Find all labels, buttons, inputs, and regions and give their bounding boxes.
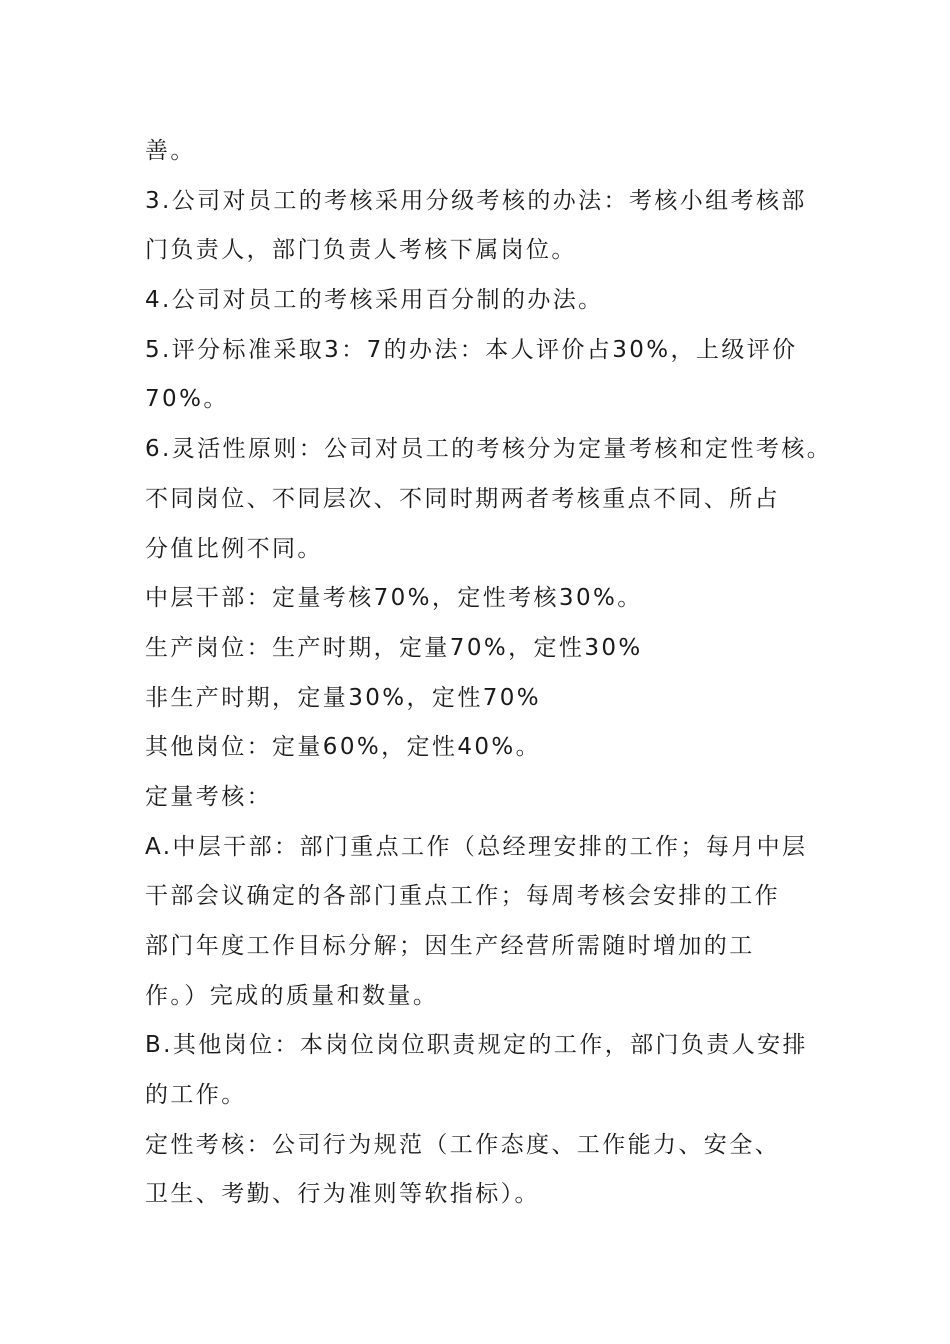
text-line: 门负责人，部门负责人考核下属岗位。	[145, 237, 577, 264]
text-line: 作。）完成的质量和数量。	[145, 982, 439, 1009]
text-line: 部门年度工作目标分解；因生产经营所需随时增加的工	[145, 933, 755, 959]
text-line: 非生产时期，定量30%，定性70%	[145, 684, 542, 711]
text-line: 6.灵活性原则：公司对员工的考核分为定量考核和定性考核。	[145, 436, 833, 463]
text-line: 卫生、考勤、行为准则等软指标）。	[145, 1181, 540, 1208]
text-line: A.中层干部：部门重点工作（总经理安排的工作；每月中层	[145, 833, 808, 860]
section-heading: 定量考核：	[145, 783, 272, 810]
text-line: B.其他岗位：本岗位岗位职责规定的工作，部门负责人安排	[145, 1032, 808, 1059]
text-line: 善。	[145, 138, 196, 164]
text-line: 5.评分标准采取3：7的办法：本人评价占30%，上级评价	[145, 336, 798, 363]
text-line: 4.公司对员工的考核采用百分制的办法。	[145, 287, 604, 314]
text-line: 70%。	[145, 386, 229, 413]
document-body	[145, 127, 833, 1220]
text-line: 不同岗位、不同层次、不同时期两者考核重点不同、所占	[145, 485, 780, 512]
text-line: 分值比例不同。	[145, 535, 323, 562]
text-line: 其他岗位：定量60%，定性40%。	[145, 734, 542, 761]
text-line: 的工作。	[145, 1082, 247, 1109]
text-line: 生产岗位：生产时期，定量70%，定性30%	[145, 634, 643, 661]
text-line: 3.公司对员工的考核采用分级考核的办法：考核小组考核部	[145, 187, 807, 214]
text-line: 定性考核：公司行为规范（工作态度、工作能力、安全、	[145, 1131, 780, 1158]
text-line: 中层干部：定量考核70%，定性考核30%。	[145, 585, 643, 612]
text-line: 干部会议确定的各部门重点工作；每周考核会安排的工作	[145, 883, 780, 910]
